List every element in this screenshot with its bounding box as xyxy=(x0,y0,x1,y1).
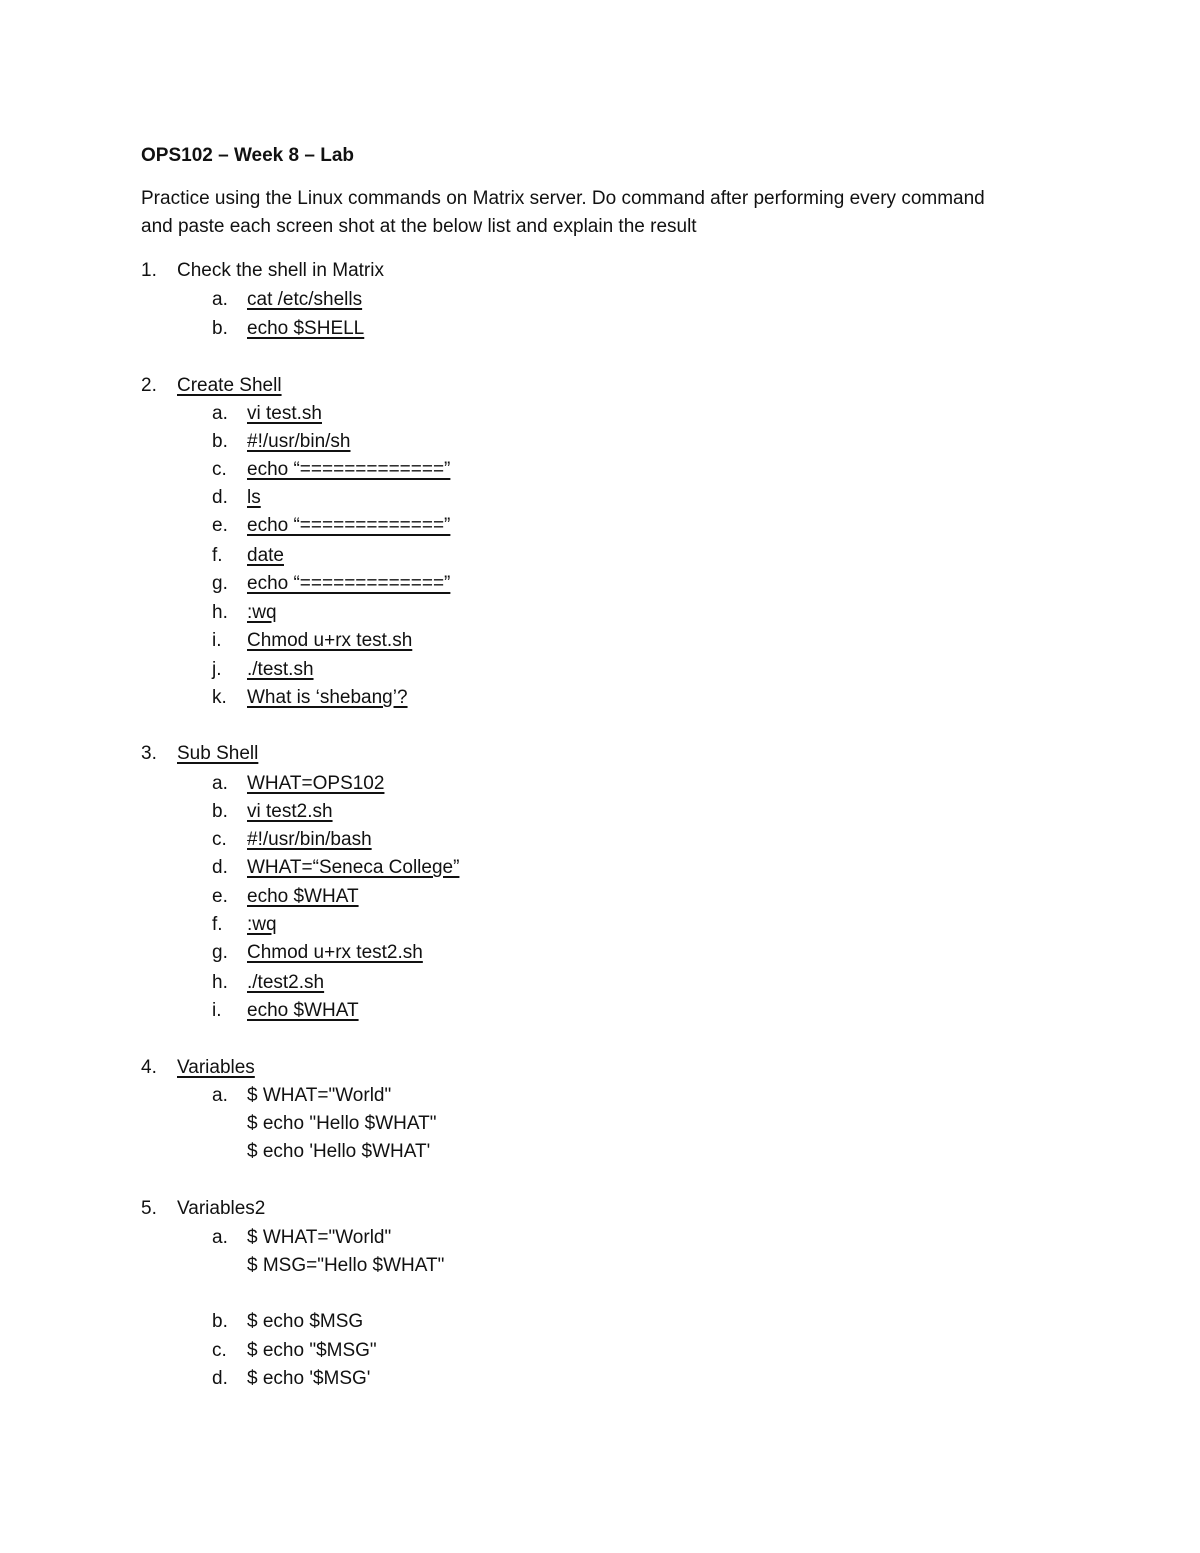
section-2-item-label: g. xyxy=(212,573,228,594)
section-2-item-label: e. xyxy=(212,515,228,536)
section-3-item-label: g. xyxy=(212,942,228,963)
section-5-title: Variables2 xyxy=(177,1198,266,1219)
section-4-number: 4. xyxy=(141,1057,157,1078)
section-4-item-line: $ echo "Hello $WHAT" xyxy=(247,1113,437,1134)
section-1-title: Check the shell in Matrix xyxy=(177,260,384,281)
section-3-item-label: c. xyxy=(212,829,227,850)
section-2-item-command: echo “=============” xyxy=(247,459,451,480)
section-3-item-command: Chmod u+rx test2.sh xyxy=(247,942,423,963)
section-2-item-command: vi test.sh xyxy=(247,403,322,424)
section-2-item-label: j. xyxy=(212,659,222,680)
section-3-item-command: echo $WHAT xyxy=(247,1000,359,1021)
section-2-item-command: Chmod u+rx test.sh xyxy=(247,630,413,651)
section-2-item-label: f. xyxy=(212,545,223,566)
section-3-item-command: :wq xyxy=(247,914,277,935)
intro-line-2: and paste each screen shot at the below list and explain the result xyxy=(141,216,697,237)
page-title: OPS102 – Week 8 – Lab xyxy=(141,145,354,166)
section-3-item-label: a. xyxy=(212,773,228,794)
section-3-title: Sub Shell xyxy=(177,743,259,764)
section-4-item-line: $ WHAT="World" xyxy=(247,1085,392,1106)
section-1-number: 1. xyxy=(141,260,157,281)
intro-line-1: Practice using the Linux commands on Matrix server. Do command after performing every command xyxy=(141,188,985,209)
section-2-item-label: h. xyxy=(212,602,228,623)
section-2-number: 2. xyxy=(141,375,157,396)
section-4-item-line: $ echo 'Hello $WHAT' xyxy=(247,1141,431,1162)
section-3-item-label: b. xyxy=(212,801,228,822)
section-3-item-label: e. xyxy=(212,886,228,907)
section-2-item-command: What is ‘shebang’? xyxy=(247,687,408,708)
section-2-item-label: c. xyxy=(212,459,227,480)
section-2-item-command: ls xyxy=(247,487,261,508)
section-5-item-label: a. xyxy=(212,1227,228,1248)
section-3-item-label: f. xyxy=(212,914,223,935)
section-2-item-command: :wq xyxy=(247,602,277,623)
section-2-item-label: i. xyxy=(212,630,222,651)
section-5-item-command: $ echo '$MSG' xyxy=(247,1368,371,1389)
section-5-number: 5. xyxy=(141,1198,157,1219)
section-2-title: Create Shell xyxy=(177,375,282,396)
section-3-item-command: ./test2.sh xyxy=(247,972,325,993)
section-3-item-command: WHAT=OPS102 xyxy=(247,773,385,794)
section-2-item-label: d. xyxy=(212,487,228,508)
section-1-item-label: b. xyxy=(212,318,228,339)
section-4-title: Variables xyxy=(177,1057,255,1078)
section-3-item-command: #!/usr/bin/bash xyxy=(247,829,372,850)
section-3-item-command: WHAT=“Seneca College” xyxy=(247,857,460,878)
section-2-item-command: #!/usr/bin/sh xyxy=(247,431,351,452)
section-5-item-label: c. xyxy=(212,1340,227,1361)
section-4-item-label: a. xyxy=(212,1085,228,1106)
section-5-item-label: b. xyxy=(212,1311,228,1332)
section-5-item-command: $ echo $MSG xyxy=(247,1311,364,1332)
section-2-item-label: k. xyxy=(212,687,227,708)
section-2-item-command: echo “=============” xyxy=(247,573,451,594)
section-5-item-command: $ echo "$MSG" xyxy=(247,1340,377,1361)
section-1-item-command: cat /etc/shells xyxy=(247,289,363,310)
section-5-item-line: $ MSG="Hello $WHAT" xyxy=(247,1255,445,1276)
section-5-item-line: $ WHAT="World" xyxy=(247,1227,392,1248)
section-3-item-label: i. xyxy=(212,1000,222,1021)
section-3-item-command: vi test2.sh xyxy=(247,801,333,822)
section-3-item-command: echo $WHAT xyxy=(247,886,359,907)
section-1-item-label: a. xyxy=(212,289,228,310)
section-2-item-command: echo “=============” xyxy=(247,515,451,536)
section-2-item-label: a. xyxy=(212,403,228,424)
section-3-item-label: d. xyxy=(212,857,228,878)
section-2-item-command: date xyxy=(247,545,284,566)
section-2-item-command: ./test.sh xyxy=(247,659,314,680)
section-1-item-command: echo $SHELL xyxy=(247,318,365,339)
section-3-item-label: h. xyxy=(212,972,228,993)
section-3-number: 3. xyxy=(141,743,157,764)
section-2-item-label: b. xyxy=(212,431,228,452)
section-5-item-label: d. xyxy=(212,1368,228,1389)
